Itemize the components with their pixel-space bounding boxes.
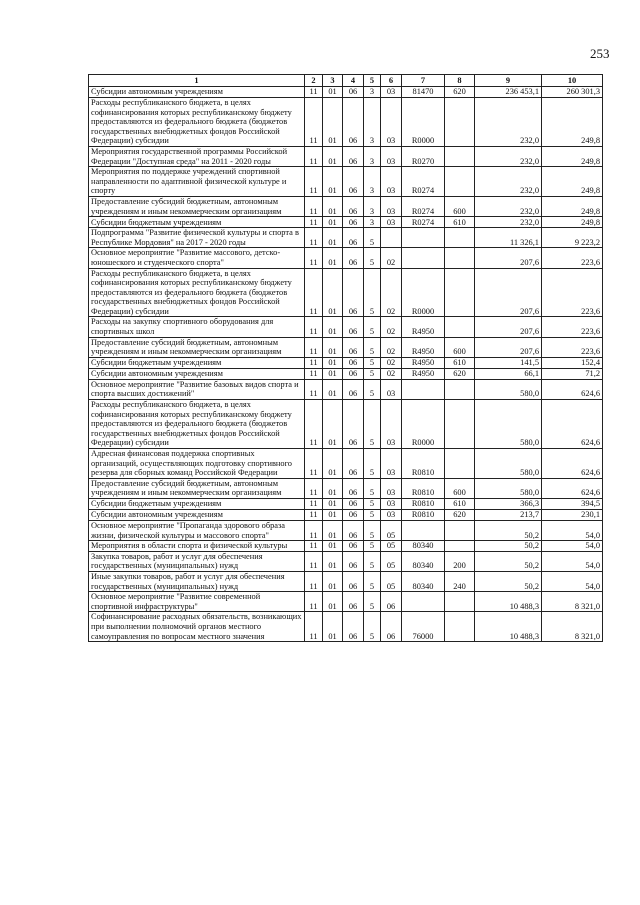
col-program-cell: 5 [364,449,381,479]
col-ministry-cell: 11 [305,520,323,540]
col-amount-2020-cell: 9 223,2 [542,228,603,248]
col-expense-type-cell [445,400,475,449]
col-amount-2019-cell: 366,3 [475,498,542,509]
col-direction-cell: R0810 [402,509,445,520]
col-section-cell: 01 [323,368,343,379]
row-name-cell: Мероприятия по поддержке учреждений спортивной направленности по адаптивной физической культуре и спорту [89,167,305,197]
col-amount-2020-cell: 8 321,0 [542,612,603,642]
col-subprogram-cell: 05 [381,551,402,571]
col-amount-2020-cell: 249,8 [542,196,603,216]
col-amount-2020-cell: 249,8 [542,98,603,147]
col-direction-cell: 80340 [402,541,445,552]
col-program-cell: 5 [364,551,381,571]
row-name-cell: Субсидии автономным учреждениям [89,87,305,98]
table-row [89,317,603,337]
col-direction-cell: R0274 [402,167,445,197]
col-expense-type-cell: 200 [445,551,475,571]
table-row [89,379,603,399]
col-expense-type-cell [445,541,475,552]
col-expense-type-cell [445,228,475,248]
col-section-cell: 01 [323,357,343,368]
col-subsection-cell: 06 [343,541,364,552]
col-program-cell: 3 [364,167,381,197]
col-amount-2019-cell: 141,5 [475,357,542,368]
col-expense-type-cell: 240 [445,571,475,591]
table-row [89,509,603,520]
col-section-cell: 01 [323,498,343,509]
col-section-cell: 01 [323,98,343,147]
col-amount-2019-cell: 11 326,1 [475,228,542,248]
col-ministry-cell: 11 [305,357,323,368]
col-direction-cell [402,520,445,540]
row-name-cell: Предоставление субсидий бюджетным, автономным учреждениям и иным некоммерческим организациям [89,337,305,357]
col-amount-2019-cell: 232,0 [475,167,542,197]
col-amount-2020-cell: 223,6 [542,248,603,268]
col-subsection-cell: 06 [343,379,364,399]
col-expense-type-cell [445,248,475,268]
col-expense-type-cell [445,592,475,612]
col-amount-2020-cell: 624,6 [542,449,603,479]
table-row [89,400,603,449]
col-subsection-cell: 06 [343,449,364,479]
col-program-cell: 3 [364,146,381,166]
col-ministry-cell: 11 [305,498,323,509]
col-amount-2020-cell: 54,0 [542,541,603,552]
col-ministry-cell: 11 [305,248,323,268]
row-name-cell: Предоставление субсидий бюджетным, автономным учреждениям и иным некоммерческим организациям [89,478,305,498]
col-program-cell: 5 [364,379,381,399]
col-ministry-cell: 11 [305,400,323,449]
col-section-cell: 01 [323,612,343,642]
col-amount-2019-cell: 50,2 [475,541,542,552]
col-direction-cell: 80340 [402,551,445,571]
row-name-cell: Субсидии автономным учреждениям [89,509,305,520]
col-subprogram-cell: 03 [381,87,402,98]
col-ministry-cell: 11 [305,368,323,379]
col-subprogram-cell: 03 [381,196,402,216]
col-program-cell: 5 [364,368,381,379]
row-name-cell: Подпрограмма "Развитие физической культуры и спорта в Республике Мордовия" на 2017 - 2020 годы [89,228,305,248]
col-section-cell: 01 [323,196,343,216]
col-section-cell: 01 [323,551,343,571]
col-expense-type-cell [445,317,475,337]
col-section-cell: 01 [323,317,343,337]
header-cell: 8 [445,75,475,87]
col-ministry-cell: 11 [305,612,323,642]
col-subprogram-cell: 03 [381,509,402,520]
col-section-cell: 01 [323,228,343,248]
col-expense-type-cell [445,520,475,540]
col-section-cell: 01 [323,478,343,498]
col-section-cell: 01 [323,400,343,449]
col-program-cell: 3 [364,217,381,228]
row-name-cell: Мероприятия в области спорта и физической культуры [89,541,305,552]
col-subsection-cell: 06 [343,498,364,509]
table-body [89,87,603,642]
col-subprogram-cell: 02 [381,337,402,357]
table-row [89,167,603,197]
col-ministry-cell: 11 [305,196,323,216]
col-direction-cell: R0274 [402,217,445,228]
col-ministry-cell: 11 [305,551,323,571]
table-row [89,98,603,147]
col-ministry-cell: 11 [305,146,323,166]
col-amount-2019-cell: 232,0 [475,196,542,216]
table-row [89,498,603,509]
table-row [89,196,603,216]
col-subsection-cell: 06 [343,217,364,228]
col-direction-cell: R0810 [402,478,445,498]
col-amount-2019-cell: 580,0 [475,400,542,449]
header-cell: 7 [402,75,445,87]
col-amount-2019-cell: 232,0 [475,98,542,147]
col-amount-2020-cell: 249,8 [542,146,603,166]
row-name-cell: Расходы республиканского бюджета, в целях софинансирования которых республиканскому бюджету предоставляются из федерального бюджета (бюджетов государственных внебюджетных фондов Российской Федерации) субсидии [89,268,305,317]
col-amount-2020-cell: 54,0 [542,520,603,540]
col-subprogram-cell: 02 [381,317,402,337]
col-subprogram-cell: 03 [381,98,402,147]
col-amount-2019-cell: 207,6 [475,317,542,337]
col-section-cell: 01 [323,337,343,357]
col-section-cell: 01 [323,571,343,591]
row-name-cell: Адресная финансовая поддержка спортивных организаций, осуществляющих подготовку спортивного резерва для сборных команд Российской Федерации [89,449,305,479]
col-section-cell: 01 [323,509,343,520]
header-cell: 4 [343,75,364,87]
col-amount-2019-cell: 50,2 [475,551,542,571]
col-direction-cell [402,228,445,248]
row-name-cell: Мероприятия государственной программы Российской Федерации "Доступная среда" на 2011 - 2020 годы [89,146,305,166]
col-subsection-cell: 06 [343,571,364,591]
col-direction-cell: 76000 [402,612,445,642]
col-ministry-cell: 11 [305,167,323,197]
row-name-cell: Основное мероприятие "Развитие современной спортивной инфраструктуры" [89,592,305,612]
col-program-cell: 5 [364,268,381,317]
col-amount-2020-cell: 624,6 [542,400,603,449]
col-expense-type-cell: 620 [445,368,475,379]
col-direction-cell [402,592,445,612]
col-section-cell: 01 [323,520,343,540]
col-amount-2020-cell: 223,6 [542,337,603,357]
row-name-cell: Основное мероприятие "Развитие массового, детско-юношеского и студенческого спорта" [89,248,305,268]
row-name-cell: Закупка товаров, работ и услуг для обеспечения государственных (муниципальных) нужд [89,551,305,571]
col-amount-2019-cell: 50,2 [475,571,542,591]
col-ministry-cell: 11 [305,217,323,228]
col-ministry-cell: 11 [305,509,323,520]
col-program-cell: 5 [364,357,381,368]
col-program-cell: 5 [364,509,381,520]
col-section-cell: 01 [323,217,343,228]
table-row [89,592,603,612]
col-subsection-cell: 06 [343,248,364,268]
col-amount-2019-cell: 66,1 [475,368,542,379]
table-row [89,268,603,317]
col-subprogram-cell: 05 [381,520,402,540]
col-subprogram-cell: 05 [381,541,402,552]
col-ministry-cell: 11 [305,98,323,147]
header-cell: 3 [323,75,343,87]
col-subsection-cell: 06 [343,87,364,98]
col-subprogram-cell: 03 [381,379,402,399]
col-direction-cell [402,379,445,399]
col-program-cell: 5 [364,571,381,591]
col-amount-2019-cell: 207,6 [475,268,542,317]
col-amount-2020-cell: 230,1 [542,509,603,520]
row-name-cell: Субсидии автономным учреждениям [89,368,305,379]
col-amount-2019-cell: 580,0 [475,449,542,479]
col-subprogram-cell: 02 [381,248,402,268]
header-cell: 6 [381,75,402,87]
col-amount-2020-cell: 249,8 [542,167,603,197]
col-section-cell: 01 [323,87,343,98]
col-program-cell: 5 [364,337,381,357]
col-section-cell: 01 [323,541,343,552]
col-subsection-cell: 06 [343,337,364,357]
table-row [89,551,603,571]
row-name-cell: Предоставление субсидий бюджетным, автономным учреждениям и иным некоммерческим организациям [89,196,305,216]
col-amount-2019-cell: 232,0 [475,217,542,228]
col-subsection-cell: 06 [343,612,364,642]
col-ministry-cell: 11 [305,541,323,552]
col-program-cell: 5 [364,592,381,612]
budget-table [88,74,603,642]
col-amount-2020-cell: 223,6 [542,317,603,337]
table-row [89,541,603,552]
col-amount-2020-cell: 260 301,3 [542,87,603,98]
col-ministry-cell: 11 [305,478,323,498]
col-expense-type-cell [445,612,475,642]
col-program-cell: 5 [364,228,381,248]
col-amount-2020-cell: 223,6 [542,268,603,317]
col-amount-2019-cell: 580,0 [475,379,542,399]
table-row [89,248,603,268]
col-subprogram-cell: 05 [381,571,402,591]
col-ministry-cell: 11 [305,317,323,337]
table-row [89,368,603,379]
col-subprogram-cell: 03 [381,167,402,197]
row-name-cell: Основное мероприятие "Развитие базовых видов спорта и спорта высших достижений" [89,379,305,399]
row-name-cell: Субсидии бюджетным учреждениям [89,217,305,228]
col-subsection-cell: 06 [343,551,364,571]
header-cell: 1 [89,75,305,87]
col-subsection-cell: 06 [343,98,364,147]
col-expense-type-cell: 610 [445,357,475,368]
col-amount-2020-cell: 624,6 [542,478,603,498]
col-subprogram-cell: 03 [381,478,402,498]
col-subsection-cell: 06 [343,167,364,197]
header-cell: 10 [542,75,603,87]
col-amount-2019-cell: 207,6 [475,248,542,268]
col-amount-2020-cell: 394,5 [542,498,603,509]
col-direction-cell: R4950 [402,368,445,379]
col-program-cell: 3 [364,98,381,147]
row-name-cell: Софинансирование расходных обязательств, возникающих при выполнении полномочий органов местного самоуправления по вопросам местного значения [89,612,305,642]
col-amount-2020-cell: 624,6 [542,379,603,399]
col-amount-2019-cell: 236 453,1 [475,87,542,98]
col-subsection-cell: 06 [343,478,364,498]
col-program-cell: 5 [364,317,381,337]
col-program-cell: 3 [364,196,381,216]
table-row [89,146,603,166]
col-subprogram-cell: 03 [381,217,402,228]
col-ministry-cell: 11 [305,379,323,399]
header-cell: 9 [475,75,542,87]
col-expense-type-cell [445,167,475,197]
col-subprogram-cell: 03 [381,146,402,166]
col-section-cell: 01 [323,248,343,268]
col-subprogram-cell: 02 [381,357,402,368]
col-ministry-cell: 11 [305,268,323,317]
col-expense-type-cell: 610 [445,217,475,228]
col-section-cell: 01 [323,592,343,612]
page-number: 253 [590,46,610,61]
col-amount-2020-cell: 71,2 [542,368,603,379]
col-amount-2019-cell: 207,6 [475,337,542,357]
col-amount-2019-cell: 213,7 [475,509,542,520]
col-expense-type-cell: 620 [445,509,475,520]
col-amount-2020-cell: 8 321,0 [542,592,603,612]
col-program-cell: 5 [364,478,381,498]
table-row [89,217,603,228]
col-program-cell: 5 [364,248,381,268]
table-row [89,228,603,248]
col-subprogram-cell: 03 [381,400,402,449]
row-name-cell: Расходы республиканского бюджета, в целях софинансирования которых республиканскому бюджету предоставляются из федерального бюджета (бюджетов государственных внебюджетных фондов Российской Федерации) субсидии [89,98,305,147]
col-direction-cell: R0270 [402,146,445,166]
table-row [89,337,603,357]
col-ministry-cell: 11 [305,571,323,591]
col-subsection-cell: 06 [343,368,364,379]
col-amount-2019-cell: 10 488,3 [475,592,542,612]
col-amount-2020-cell: 54,0 [542,571,603,591]
col-expense-type-cell [445,379,475,399]
col-ministry-cell: 11 [305,87,323,98]
row-name-cell: Основное мероприятие "Пропаганда здорового образа жизни, физической культуры и массового спорта" [89,520,305,540]
col-ministry-cell: 11 [305,449,323,479]
col-amount-2019-cell: 580,0 [475,478,542,498]
col-expense-type-cell [445,449,475,479]
col-expense-type-cell [445,146,475,166]
col-subsection-cell: 06 [343,196,364,216]
col-section-cell: 01 [323,167,343,197]
col-subprogram-cell: 02 [381,268,402,317]
col-subsection-cell: 06 [343,228,364,248]
col-amount-2019-cell: 10 488,3 [475,612,542,642]
col-program-cell: 3 [364,87,381,98]
table-row [89,571,603,591]
col-subprogram-cell: 06 [381,592,402,612]
col-program-cell: 5 [364,400,381,449]
col-ministry-cell: 11 [305,228,323,248]
col-section-cell: 01 [323,268,343,317]
col-subsection-cell: 06 [343,357,364,368]
col-direction-cell: R4950 [402,337,445,357]
table-header-row [89,75,603,87]
col-direction-cell: R0000 [402,268,445,317]
col-direction-cell: R4950 [402,317,445,337]
col-expense-type-cell [445,268,475,317]
col-subsection-cell: 06 [343,400,364,449]
col-expense-type-cell: 600 [445,337,475,357]
col-subprogram-cell [381,228,402,248]
col-section-cell: 01 [323,146,343,166]
table-row [89,520,603,540]
col-direction-cell: 80340 [402,571,445,591]
col-subprogram-cell: 06 [381,612,402,642]
row-name-cell: Субсидии бюджетным учреждениям [89,498,305,509]
col-direction-cell [402,248,445,268]
col-direction-cell: R0810 [402,498,445,509]
table-row [89,87,603,98]
col-expense-type-cell [445,98,475,147]
col-amount-2020-cell: 54,0 [542,551,603,571]
col-section-cell: 01 [323,449,343,479]
row-name-cell: Иные закупки товаров, работ и услуг для обеспечения государственных (муниципальных) нужд [89,571,305,591]
table-row [89,612,603,642]
col-subprogram-cell: 03 [381,449,402,479]
col-subsection-cell: 06 [343,520,364,540]
col-section-cell: 01 [323,379,343,399]
col-expense-type-cell: 600 [445,196,475,216]
col-subsection-cell: 06 [343,317,364,337]
col-direction-cell: R0000 [402,98,445,147]
col-program-cell: 5 [364,612,381,642]
col-amount-2020-cell: 249,8 [542,217,603,228]
col-amount-2019-cell: 232,0 [475,146,542,166]
col-subsection-cell: 06 [343,592,364,612]
col-expense-type-cell: 620 [445,87,475,98]
col-expense-type-cell: 610 [445,498,475,509]
col-subsection-cell: 06 [343,268,364,317]
table-row [89,449,603,479]
col-expense-type-cell: 600 [445,478,475,498]
col-subsection-cell: 06 [343,509,364,520]
header-cell: 2 [305,75,323,87]
col-amount-2020-cell: 152,4 [542,357,603,368]
table-row [89,478,603,498]
col-subprogram-cell: 02 [381,368,402,379]
row-name-cell: Субсидии бюджетным учреждениям [89,357,305,368]
col-direction-cell: R0274 [402,196,445,216]
col-subsection-cell: 06 [343,146,364,166]
row-name-cell: Расходы на закупку спортивного оборудования для спортивных школ [89,317,305,337]
col-direction-cell: 81470 [402,87,445,98]
col-subprogram-cell: 03 [381,498,402,509]
col-direction-cell: R0000 [402,400,445,449]
header-cell: 5 [364,75,381,87]
col-program-cell: 5 [364,541,381,552]
col-program-cell: 5 [364,498,381,509]
budget-table-container [88,74,602,642]
row-name-cell: Расходы республиканского бюджета, в целях софинансирования которых республиканскому бюджету предоставляются из федерального бюджета (бюджетов государственных внебюджетных фондов Российской Федерации) субсидии [89,400,305,449]
col-direction-cell: R0810 [402,449,445,479]
col-program-cell: 5 [364,520,381,540]
col-ministry-cell: 11 [305,592,323,612]
col-direction-cell: R4950 [402,357,445,368]
col-ministry-cell: 11 [305,337,323,357]
col-amount-2019-cell: 50,2 [475,520,542,540]
table-row [89,357,603,368]
